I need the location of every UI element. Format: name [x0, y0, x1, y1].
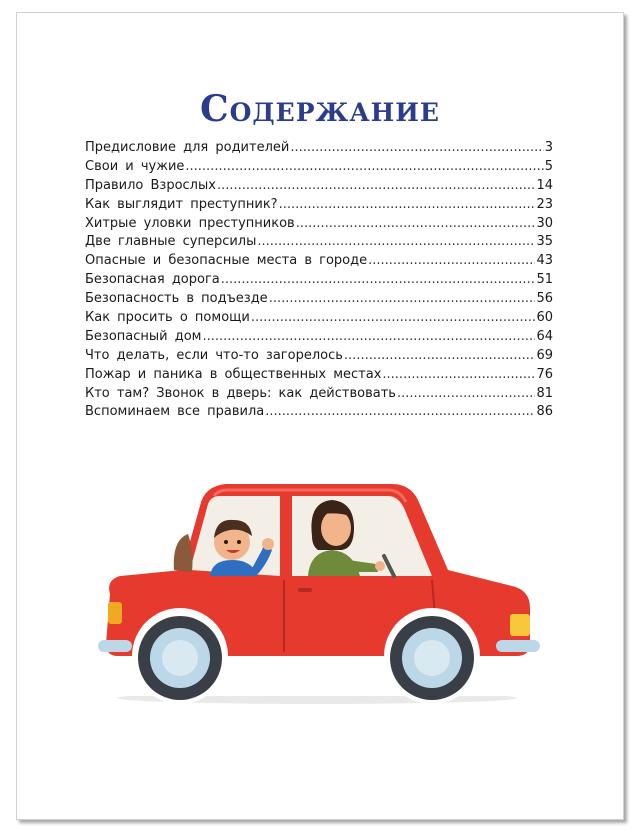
toc-entry-title: Безопасность в подъезде [85, 291, 268, 307]
toc-leader-dots [397, 385, 535, 404]
toc-leader-dots [185, 158, 543, 177]
page-title: Содержание [200, 88, 440, 130]
boy-eye [224, 540, 228, 544]
front-hub-center [414, 640, 450, 676]
toc-row [85, 347, 553, 366]
rear-seat [174, 534, 193, 572]
toc-row [85, 233, 553, 252]
toc-entry-title: Что делать, если что-то загорелось [85, 347, 343, 363]
toc-row [85, 271, 553, 290]
headlight [510, 614, 530, 636]
toc-leader-dots [279, 196, 536, 215]
toc-page-number: 35 [536, 234, 553, 250]
car-illustration [92, 476, 542, 716]
toc-leader-dots [290, 139, 543, 158]
toc-row [85, 139, 553, 158]
toc-entry-title: Правило Взрослых [85, 177, 216, 193]
toc-page-number: 14 [536, 177, 553, 193]
toc-page-number: 3 [544, 140, 553, 155]
toc-entry-title: Кто там? Звонок в дверь: как действовать [85, 385, 396, 401]
toc-entry-title: Опасные и безопасные места в городе [85, 253, 368, 269]
toc-leader-dots [382, 366, 535, 385]
door-handle [298, 588, 312, 592]
toc-entry-title: Как просить о помощи [85, 310, 250, 326]
toc-page-number: 60 [536, 310, 553, 326]
toc-page-number: 69 [536, 347, 553, 363]
toc-leader-dots [257, 233, 535, 252]
toc-row [85, 309, 553, 328]
toc-row [85, 290, 553, 309]
toc-row [85, 196, 553, 215]
toc-page-number: 30 [536, 215, 553, 231]
rear-hub-center [162, 640, 198, 676]
toc-entry-title: Пожар и паника в общественных местах [85, 366, 382, 382]
toc-page-number: 56 [536, 291, 553, 307]
taillight [108, 602, 122, 624]
toc-page-number: 5 [544, 158, 553, 174]
toc-row [85, 177, 553, 196]
toc-row [85, 403, 553, 422]
toc-row [85, 252, 553, 271]
toc-entry-title: Вспоминаем все правила [85, 404, 265, 420]
toc-entry-title: Безопасная дорога [85, 272, 220, 288]
toc-page-number: 51 [536, 272, 553, 288]
toc-leader-dots [344, 347, 536, 366]
toc-row [85, 158, 553, 177]
toc-row [85, 385, 553, 404]
toc-page-number: 76 [536, 366, 553, 382]
toc-entry-title: Как выглядит преступник? [85, 196, 278, 212]
rear-bumper [98, 640, 132, 652]
toc-page-number: 64 [536, 328, 553, 344]
boy-hand [262, 538, 274, 550]
toc-entry-title: Безопасный дом [85, 328, 202, 344]
toc-entry-title: Предисловие для родителей [85, 140, 290, 155]
table-of-contents [85, 139, 553, 422]
boy-eye [237, 540, 241, 544]
toc-leader-dots [251, 309, 536, 328]
toc-leader-dots [221, 271, 536, 290]
toc-entry-title: Свои и чужие [85, 158, 185, 174]
toc-row [85, 366, 553, 385]
toc-entry-title: Две главные суперсилы [85, 234, 257, 250]
toc-leader-dots [217, 177, 536, 196]
toc-page-number: 81 [536, 385, 553, 401]
toc-leader-dots [203, 328, 536, 347]
woman-hand [375, 561, 385, 571]
toc-page-number: 43 [536, 253, 553, 269]
front-bumper [496, 640, 540, 652]
toc-leader-dots [269, 290, 536, 309]
toc-leader-dots [368, 252, 535, 271]
door-pillar [280, 494, 292, 578]
toc-page-number: 23 [536, 196, 553, 212]
toc-row [85, 215, 553, 234]
toc-page-number: 86 [536, 404, 553, 420]
woman-head [321, 510, 351, 546]
toc-entry-title: Хитрые уловки преступников [85, 215, 295, 231]
toc-leader-dots [296, 215, 536, 234]
toc-leader-dots [265, 403, 535, 422]
toc-row [85, 328, 553, 347]
